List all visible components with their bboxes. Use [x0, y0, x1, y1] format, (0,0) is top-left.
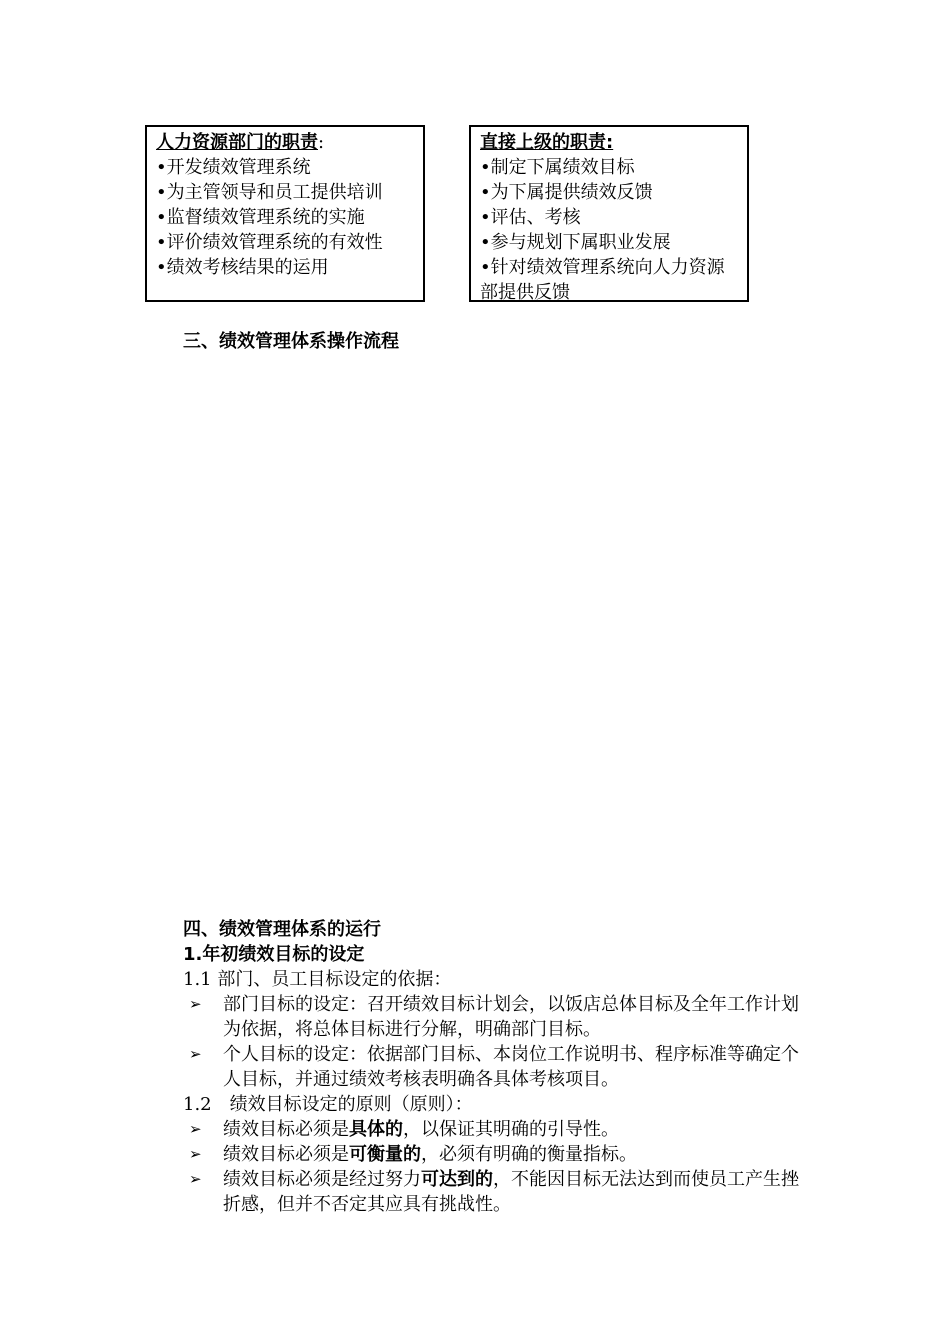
- hr-box-item: •开发绩效管理系统: [156, 157, 311, 178]
- hr-box-item: •评价绩效管理系统的有效性: [156, 232, 383, 253]
- arrow-bullet-icon: ➢: [189, 1045, 202, 1063]
- principle-post: ，不能因目标无法达到而使员工产生挫折感，但并不否定其应具有挑战性。: [223, 1169, 799, 1215]
- manager-responsibilities-box: [469, 125, 749, 302]
- list-item: [183, 992, 813, 1042]
- arrow-bullet-icon: ➢: [189, 995, 202, 1013]
- manager-box-item: •针对绩效管理系统向人力资源部提供反馈: [480, 257, 725, 303]
- principle-pre: 绩效目标必须是经过努力: [223, 1169, 421, 1190]
- principle-pre: 绩效目标必须是: [223, 1119, 349, 1140]
- hr-box-item: •绩效考核结果的运用: [156, 257, 329, 278]
- subsection-1-1: 1.1 部门、员工目标设定的依据：: [183, 969, 452, 990]
- principle-post: ，必须有明确的衡量指标。: [421, 1144, 637, 1165]
- manager-box-item: •制定下属绩效目标: [480, 157, 635, 178]
- list-item: [183, 1167, 813, 1217]
- basis-item-text: 个人目标的设定：依据部门目标、本岗位工作说明书、程序标准等确定个人目标，并通过绩效考核表明确各具体考核项目。: [223, 1044, 799, 1090]
- manager-box-item: •评估、考核: [480, 207, 581, 228]
- manager-box-item: •为下属提供绩效反馈: [480, 182, 653, 203]
- arrow-bullet-icon: ➢: [189, 1145, 202, 1163]
- manager-box-item: •参与规划下属职业发展: [480, 232, 671, 253]
- list-item: [183, 1042, 813, 1092]
- hr-box-title-text: 人力资源部门的职责: [156, 132, 318, 153]
- principle-pre: 绩效目标必须是: [223, 1144, 349, 1165]
- hr-responsibilities-box: [145, 125, 425, 302]
- principle-post: ，以保证其明确的引导性。: [403, 1119, 619, 1140]
- list-item: [183, 1117, 813, 1142]
- principle-keyword: 可衡量的: [349, 1144, 421, 1165]
- hr-box-title: [156, 130, 415, 155]
- subsection-1-2: 1.2 绩效目标设定的原则（原则）：: [183, 1094, 473, 1115]
- section4: [183, 917, 813, 1217]
- basis-item-text: 部门目标的设定：召开绩效目标计划会，以饭店总体目标及全年工作计划为依据，将总体目标进行分解，明确部门目标。: [223, 994, 799, 1040]
- list-item: [183, 1142, 813, 1167]
- arrow-bullet-icon: ➢: [189, 1120, 202, 1138]
- hr-box-item: •监督绩效管理系统的实施: [156, 207, 365, 228]
- principle-keyword: 具体的: [349, 1119, 403, 1140]
- section4-heading: 四、绩效管理体系的运行: [183, 919, 381, 940]
- section3-heading: 三、绩效管理体系操作流程: [183, 331, 399, 352]
- subsection-1-heading: 1.年初绩效目标的设定: [183, 944, 365, 965]
- manager-box-title: 直接上级的职责:: [480, 132, 614, 153]
- hr-box-title-colon: :: [318, 132, 325, 153]
- principle-keyword: 可达到的: [421, 1169, 493, 1190]
- arrow-bullet-icon: ➢: [189, 1170, 202, 1188]
- hr-box-item: •为主管领导和员工提供培训: [156, 182, 383, 203]
